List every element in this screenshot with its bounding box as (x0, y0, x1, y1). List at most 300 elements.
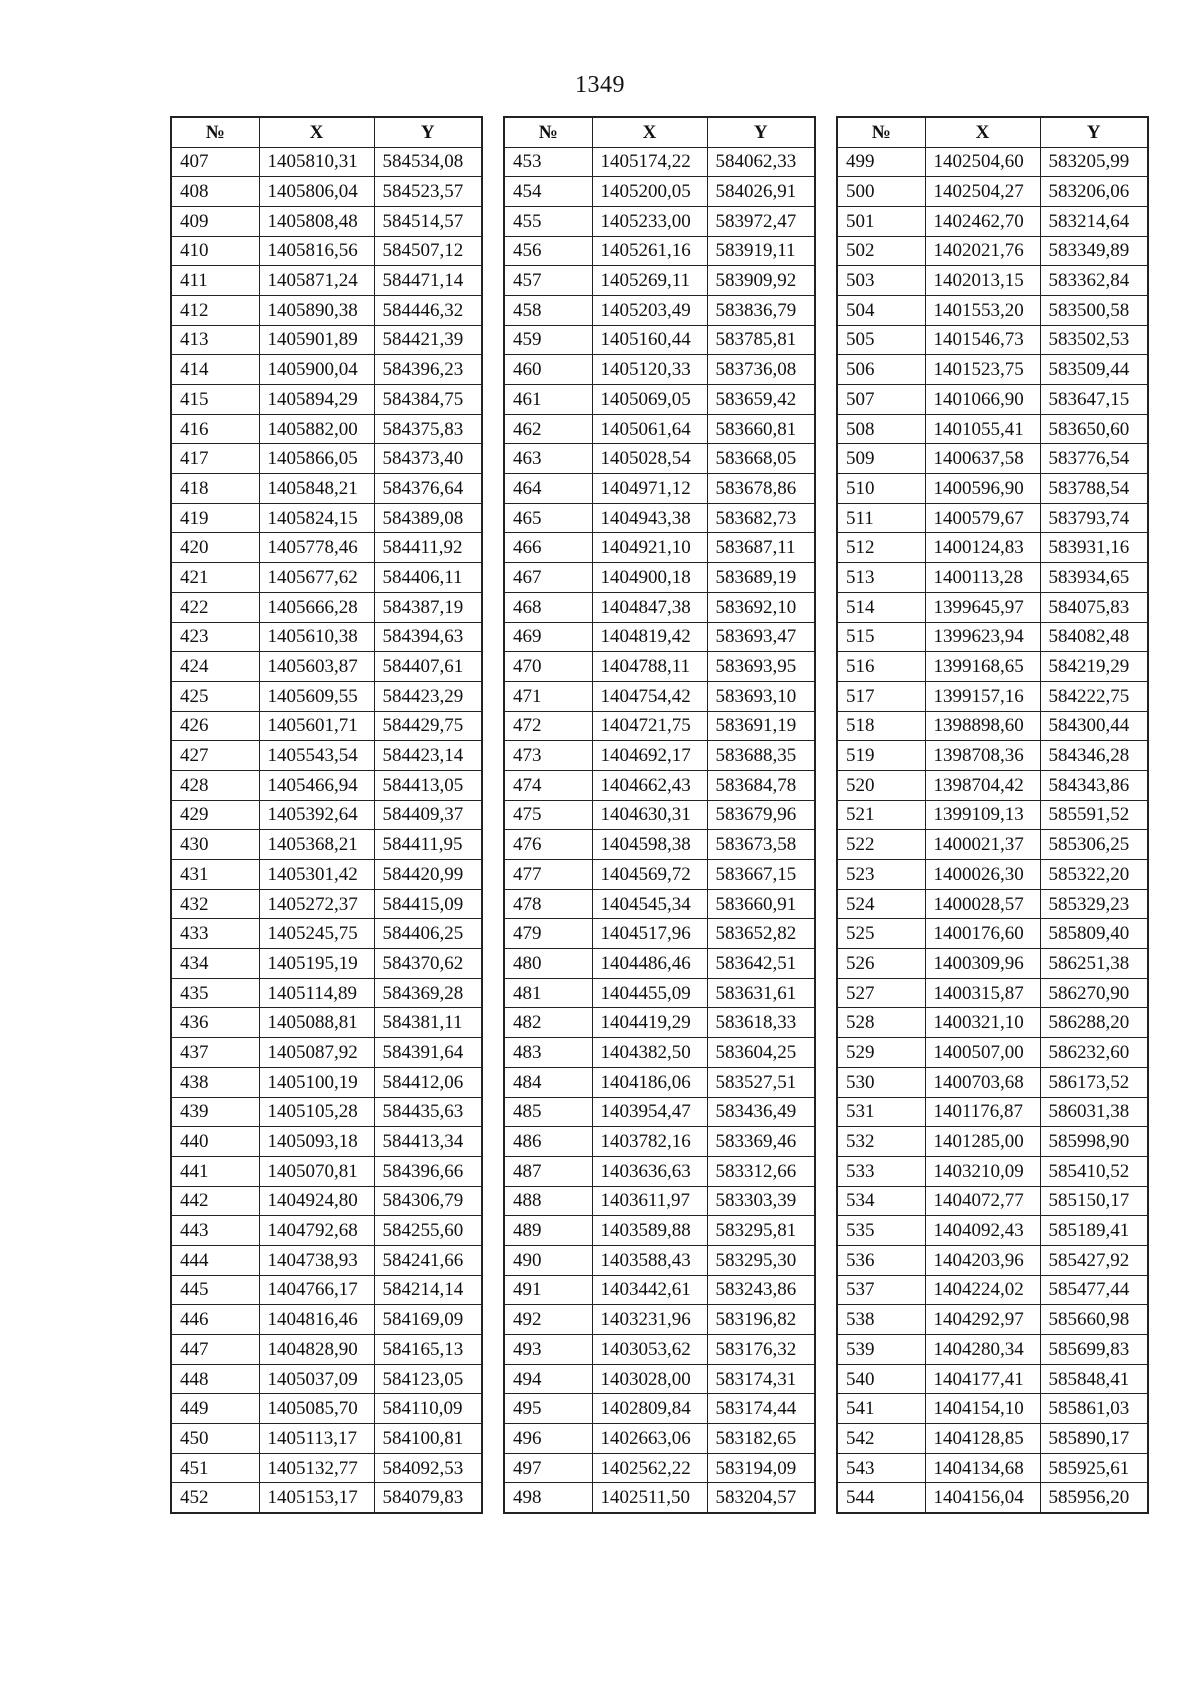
table-row (837, 1335, 1148, 1365)
point-number-cell: 445 (171, 1275, 259, 1305)
table-row (837, 177, 1148, 207)
x-coordinate-cell: 1401523,75 (925, 355, 1040, 385)
y-coordinate-cell: 585809,40 (1040, 919, 1148, 949)
point-number-cell: 462 (504, 414, 592, 444)
table-row (504, 1245, 815, 1275)
x-coordinate-cell: 1401546,73 (925, 325, 1040, 355)
x-coordinate-cell: 1405132,77 (259, 1453, 374, 1483)
y-coordinate-cell: 584534,08 (374, 147, 482, 177)
table-row (504, 355, 815, 385)
point-number-cell: 425 (171, 681, 259, 711)
table-row (171, 1335, 482, 1365)
x-coordinate-cell: 1400176,60 (925, 919, 1040, 949)
x-coordinate-cell: 1400026,30 (925, 860, 1040, 890)
point-number-cell: 483 (504, 1038, 592, 1068)
table-row (504, 949, 815, 979)
y-coordinate-cell: 585591,52 (1040, 800, 1148, 830)
y-coordinate-cell: 583693,95 (707, 652, 815, 682)
point-number-cell: 514 (837, 592, 925, 622)
x-coordinate-cell: 1405085,70 (259, 1394, 374, 1424)
y-coordinate-cell: 584471,14 (374, 266, 482, 296)
point-number-cell: 469 (504, 622, 592, 652)
y-coordinate-cell: 583682,73 (707, 503, 815, 533)
y-coordinate-cell: 583691,19 (707, 711, 815, 741)
table-row (171, 741, 482, 771)
x-coordinate-cell: 1399168,65 (925, 652, 1040, 682)
table-row (837, 741, 1148, 771)
point-number-cell: 527 (837, 978, 925, 1008)
x-coordinate-cell: 1405677,62 (259, 563, 374, 593)
column-header-number: № (837, 117, 925, 147)
table-row (837, 978, 1148, 1008)
y-coordinate-cell: 583295,81 (707, 1216, 815, 1246)
table-row (171, 1305, 482, 1335)
point-number-cell: 490 (504, 1245, 592, 1275)
x-coordinate-cell: 1404900,18 (592, 563, 707, 593)
table-row (837, 860, 1148, 890)
x-coordinate-cell: 1404766,17 (259, 1275, 374, 1305)
point-number-cell: 427 (171, 741, 259, 771)
table-row (837, 1008, 1148, 1038)
table-row (171, 1364, 482, 1394)
point-number-cell: 486 (504, 1127, 592, 1157)
point-number-cell: 530 (837, 1067, 925, 1097)
table-row (171, 1097, 482, 1127)
y-coordinate-cell: 583931,16 (1040, 533, 1148, 563)
point-number-cell: 420 (171, 533, 259, 563)
table-row (171, 444, 482, 474)
point-number-cell: 507 (837, 385, 925, 415)
x-coordinate-cell: 1402504,27 (925, 177, 1040, 207)
y-coordinate-cell: 585848,41 (1040, 1364, 1148, 1394)
point-number-cell: 524 (837, 889, 925, 919)
point-number-cell: 441 (171, 1156, 259, 1186)
x-coordinate-cell: 1404292,97 (925, 1305, 1040, 1335)
coordinates-table-2 (503, 116, 816, 1514)
table-row (171, 1008, 482, 1038)
x-coordinate-cell: 1398708,36 (925, 741, 1040, 771)
x-coordinate-cell: 1402511,50 (592, 1483, 707, 1513)
y-coordinate-cell: 584407,61 (374, 652, 482, 682)
x-coordinate-cell: 1404819,42 (592, 622, 707, 652)
x-coordinate-cell: 1399623,94 (925, 622, 1040, 652)
x-coordinate-cell: 1405601,71 (259, 711, 374, 741)
x-coordinate-cell: 1400596,90 (925, 474, 1040, 504)
table-row (504, 919, 815, 949)
table-row (837, 295, 1148, 325)
point-number-cell: 510 (837, 474, 925, 504)
y-coordinate-cell: 584394,63 (374, 622, 482, 652)
table-row (171, 385, 482, 415)
point-number-cell: 464 (504, 474, 592, 504)
point-number-cell: 439 (171, 1097, 259, 1127)
table-row (504, 147, 815, 177)
point-number-cell: 446 (171, 1305, 259, 1335)
point-number-cell: 412 (171, 295, 259, 325)
table-row (171, 1067, 482, 1097)
table-row (171, 889, 482, 919)
table-row (504, 1424, 815, 1454)
point-number-cell: 505 (837, 325, 925, 355)
point-number-cell: 459 (504, 325, 592, 355)
y-coordinate-cell: 583972,47 (707, 206, 815, 236)
point-number-cell: 499 (837, 147, 925, 177)
point-number-cell: 488 (504, 1186, 592, 1216)
point-number-cell: 511 (837, 503, 925, 533)
y-coordinate-cell: 584222,75 (1040, 681, 1148, 711)
y-coordinate-cell: 583618,33 (707, 1008, 815, 1038)
point-number-cell: 504 (837, 295, 925, 325)
y-coordinate-cell: 584411,92 (374, 533, 482, 563)
x-coordinate-cell: 1405368,21 (259, 830, 374, 860)
table-row (837, 444, 1148, 474)
point-number-cell: 506 (837, 355, 925, 385)
y-coordinate-cell: 585322,20 (1040, 860, 1148, 890)
point-number-cell: 525 (837, 919, 925, 949)
point-number-cell: 463 (504, 444, 592, 474)
point-number-cell: 471 (504, 681, 592, 711)
y-coordinate-cell: 583736,08 (707, 355, 815, 385)
x-coordinate-cell: 1400028,57 (925, 889, 1040, 919)
y-coordinate-cell: 584396,66 (374, 1156, 482, 1186)
table-header-row (837, 117, 1148, 147)
y-coordinate-cell: 583243,86 (707, 1275, 815, 1305)
x-coordinate-cell: 1405200,05 (592, 177, 707, 207)
y-coordinate-cell: 583196,82 (707, 1305, 815, 1335)
x-coordinate-cell: 1405061,64 (592, 414, 707, 444)
y-coordinate-cell: 584412,06 (374, 1067, 482, 1097)
table-row (504, 741, 815, 771)
page-number: 1349 (575, 72, 625, 98)
point-number-cell: 538 (837, 1305, 925, 1335)
table-row (837, 1453, 1148, 1483)
point-number-cell: 457 (504, 266, 592, 296)
y-coordinate-cell: 583436,49 (707, 1097, 815, 1127)
x-coordinate-cell: 1403782,16 (592, 1127, 707, 1157)
point-number-cell: 443 (171, 1216, 259, 1246)
y-coordinate-cell: 585660,98 (1040, 1305, 1148, 1335)
table-row (504, 177, 815, 207)
x-coordinate-cell: 1405245,75 (259, 919, 374, 949)
table-row (504, 1127, 815, 1157)
y-coordinate-cell: 584384,75 (374, 385, 482, 415)
point-number-cell: 413 (171, 325, 259, 355)
x-coordinate-cell: 1403028,00 (592, 1364, 707, 1394)
x-coordinate-cell: 1404134,68 (925, 1453, 1040, 1483)
table-row (837, 652, 1148, 682)
table-row (171, 681, 482, 711)
y-coordinate-cell: 584376,64 (374, 474, 482, 504)
x-coordinate-cell: 1405603,87 (259, 652, 374, 682)
table-row (504, 711, 815, 741)
column-header-y: Y (1040, 117, 1148, 147)
x-coordinate-cell: 1402021,76 (925, 236, 1040, 266)
y-coordinate-cell: 584420,99 (374, 860, 482, 890)
x-coordinate-cell: 1405848,21 (259, 474, 374, 504)
point-number-cell: 432 (171, 889, 259, 919)
point-number-cell: 533 (837, 1156, 925, 1186)
point-number-cell: 515 (837, 622, 925, 652)
x-coordinate-cell: 1405087,92 (259, 1038, 374, 1068)
column-header-number: № (504, 117, 592, 147)
x-coordinate-cell: 1405203,49 (592, 295, 707, 325)
table-row (504, 622, 815, 652)
y-coordinate-cell: 583785,81 (707, 325, 815, 355)
y-coordinate-cell: 583206,06 (1040, 177, 1148, 207)
x-coordinate-cell: 1405810,31 (259, 147, 374, 177)
y-coordinate-cell: 584413,05 (374, 770, 482, 800)
table-row (171, 206, 482, 236)
table-row (504, 1305, 815, 1335)
y-coordinate-cell: 583673,58 (707, 830, 815, 860)
y-coordinate-cell: 583174,44 (707, 1394, 815, 1424)
x-coordinate-cell: 1404738,93 (259, 1245, 374, 1275)
x-coordinate-cell: 1404177,41 (925, 1364, 1040, 1394)
y-coordinate-cell: 584523,57 (374, 177, 482, 207)
table-row (171, 563, 482, 593)
table-row (837, 1245, 1148, 1275)
y-coordinate-cell: 583604,25 (707, 1038, 815, 1068)
point-number-cell: 434 (171, 949, 259, 979)
y-coordinate-cell: 585890,17 (1040, 1424, 1148, 1454)
x-coordinate-cell: 1399109,13 (925, 800, 1040, 830)
x-coordinate-cell: 1401066,90 (925, 385, 1040, 415)
x-coordinate-cell: 1398898,60 (925, 711, 1040, 741)
y-coordinate-cell: 584421,39 (374, 325, 482, 355)
x-coordinate-cell: 1405543,54 (259, 741, 374, 771)
x-coordinate-cell: 1404517,96 (592, 919, 707, 949)
point-number-cell: 433 (171, 919, 259, 949)
table-row (504, 266, 815, 296)
x-coordinate-cell: 1405113,17 (259, 1424, 374, 1454)
point-number-cell: 536 (837, 1245, 925, 1275)
x-coordinate-cell: 1404943,38 (592, 503, 707, 533)
y-coordinate-cell: 583527,51 (707, 1067, 815, 1097)
x-coordinate-cell: 1400507,00 (925, 1038, 1040, 1068)
x-coordinate-cell: 1400021,37 (925, 830, 1040, 860)
y-coordinate-cell: 586232,60 (1040, 1038, 1148, 1068)
y-coordinate-cell: 583934,65 (1040, 563, 1148, 593)
x-coordinate-cell: 1404662,43 (592, 770, 707, 800)
y-coordinate-cell: 583647,15 (1040, 385, 1148, 415)
x-coordinate-cell: 1405100,19 (259, 1067, 374, 1097)
y-coordinate-cell: 585861,03 (1040, 1394, 1148, 1424)
y-coordinate-cell: 583650,60 (1040, 414, 1148, 444)
table-row (837, 711, 1148, 741)
table-row (504, 1186, 815, 1216)
table-row (504, 414, 815, 444)
point-number-cell: 437 (171, 1038, 259, 1068)
point-number-cell: 465 (504, 503, 592, 533)
point-number-cell: 476 (504, 830, 592, 860)
y-coordinate-cell: 584062,33 (707, 147, 815, 177)
y-coordinate-cell: 583182,65 (707, 1424, 815, 1454)
x-coordinate-cell: 1405174,22 (592, 147, 707, 177)
table-row (837, 236, 1148, 266)
y-coordinate-cell: 583642,51 (707, 949, 815, 979)
y-coordinate-cell: 583500,58 (1040, 295, 1148, 325)
point-number-cell: 451 (171, 1453, 259, 1483)
y-coordinate-cell: 583668,05 (707, 444, 815, 474)
x-coordinate-cell: 1400315,87 (925, 978, 1040, 1008)
point-number-cell: 461 (504, 385, 592, 415)
y-coordinate-cell: 583678,86 (707, 474, 815, 504)
x-coordinate-cell: 1403954,47 (592, 1097, 707, 1127)
table-row (837, 800, 1148, 830)
point-number-cell: 422 (171, 592, 259, 622)
table-row (504, 1067, 815, 1097)
table-row (504, 860, 815, 890)
table-row (504, 681, 815, 711)
table-row (837, 770, 1148, 800)
table-row (504, 474, 815, 504)
table-row (837, 266, 1148, 296)
table-row (171, 1245, 482, 1275)
y-coordinate-cell: 584346,28 (1040, 741, 1148, 771)
point-number-cell: 472 (504, 711, 592, 741)
point-number-cell: 454 (504, 177, 592, 207)
y-coordinate-cell: 584219,29 (1040, 652, 1148, 682)
y-coordinate-cell: 583684,78 (707, 770, 815, 800)
table-row (171, 592, 482, 622)
point-number-cell: 419 (171, 503, 259, 533)
x-coordinate-cell: 1399157,16 (925, 681, 1040, 711)
point-number-cell: 456 (504, 236, 592, 266)
y-coordinate-cell: 584507,12 (374, 236, 482, 266)
y-coordinate-cell: 583204,57 (707, 1483, 815, 1513)
column-header-number: № (171, 117, 259, 147)
y-coordinate-cell: 584406,25 (374, 919, 482, 949)
point-number-cell: 450 (171, 1424, 259, 1454)
x-coordinate-cell: 1404224,02 (925, 1275, 1040, 1305)
table-row (837, 1424, 1148, 1454)
y-coordinate-cell: 583679,96 (707, 800, 815, 830)
y-coordinate-cell: 583369,46 (707, 1127, 815, 1157)
x-coordinate-cell: 1402809,84 (592, 1394, 707, 1424)
y-coordinate-cell: 583303,39 (707, 1186, 815, 1216)
table-row (837, 414, 1148, 444)
table-row (504, 385, 815, 415)
coordinates-table-3 (836, 116, 1149, 1514)
x-coordinate-cell: 1405901,89 (259, 325, 374, 355)
y-coordinate-cell: 584343,86 (1040, 770, 1148, 800)
y-coordinate-cell: 585150,17 (1040, 1186, 1148, 1216)
y-coordinate-cell: 585427,92 (1040, 1245, 1148, 1275)
x-coordinate-cell: 1404455,09 (592, 978, 707, 1008)
point-number-cell: 503 (837, 266, 925, 296)
y-coordinate-cell: 585998,90 (1040, 1127, 1148, 1157)
table-row (837, 919, 1148, 949)
table-row (171, 177, 482, 207)
column-header-y: Y (707, 117, 815, 147)
x-coordinate-cell: 1403589,88 (592, 1216, 707, 1246)
x-coordinate-cell: 1404921,10 (592, 533, 707, 563)
y-coordinate-cell: 583312,66 (707, 1156, 815, 1186)
x-coordinate-cell: 1405028,54 (592, 444, 707, 474)
table-row (504, 1483, 815, 1513)
table-row (171, 1156, 482, 1186)
x-coordinate-cell: 1400703,68 (925, 1067, 1040, 1097)
table-row (837, 474, 1148, 504)
x-coordinate-cell: 1404186,06 (592, 1067, 707, 1097)
point-number-cell: 535 (837, 1216, 925, 1246)
point-number-cell: 484 (504, 1067, 592, 1097)
point-number-cell: 429 (171, 800, 259, 830)
table-header-row (504, 117, 815, 147)
y-coordinate-cell: 583205,99 (1040, 147, 1148, 177)
x-coordinate-cell: 1404754,42 (592, 681, 707, 711)
point-number-cell: 473 (504, 741, 592, 771)
x-coordinate-cell: 1404545,34 (592, 889, 707, 919)
point-number-cell: 477 (504, 860, 592, 890)
y-coordinate-cell: 583788,54 (1040, 474, 1148, 504)
table-row (504, 889, 815, 919)
table-row (504, 1453, 815, 1483)
table-row (837, 889, 1148, 919)
x-coordinate-cell: 1405160,44 (592, 325, 707, 355)
x-coordinate-cell: 1404203,96 (925, 1245, 1040, 1275)
table-row (504, 1097, 815, 1127)
x-coordinate-cell: 1405871,24 (259, 266, 374, 296)
y-coordinate-cell: 584255,60 (374, 1216, 482, 1246)
x-coordinate-cell: 1403053,62 (592, 1335, 707, 1365)
y-coordinate-cell: 583652,82 (707, 919, 815, 949)
point-number-cell: 468 (504, 592, 592, 622)
x-coordinate-cell: 1405114,89 (259, 978, 374, 1008)
point-number-cell: 542 (837, 1424, 925, 1454)
table-row (504, 295, 815, 325)
y-coordinate-cell: 584387,19 (374, 592, 482, 622)
point-number-cell: 411 (171, 266, 259, 296)
table-row (837, 830, 1148, 860)
table-row (171, 1424, 482, 1454)
point-number-cell: 501 (837, 206, 925, 236)
x-coordinate-cell: 1404816,46 (259, 1305, 374, 1335)
table-row (171, 830, 482, 860)
point-number-cell: 494 (504, 1364, 592, 1394)
y-coordinate-cell: 583509,44 (1040, 355, 1148, 385)
table-row (171, 949, 482, 979)
table-row (171, 295, 482, 325)
column-header-x: X (592, 117, 707, 147)
x-coordinate-cell: 1405816,56 (259, 236, 374, 266)
x-coordinate-cell: 1403588,43 (592, 1245, 707, 1275)
point-number-cell: 455 (504, 206, 592, 236)
x-coordinate-cell: 1404924,80 (259, 1186, 374, 1216)
x-coordinate-cell: 1405610,38 (259, 622, 374, 652)
point-number-cell: 495 (504, 1394, 592, 1424)
x-coordinate-cell: 1400124,83 (925, 533, 1040, 563)
x-coordinate-cell: 1405392,64 (259, 800, 374, 830)
point-number-cell: 489 (504, 1216, 592, 1246)
table-row (837, 1216, 1148, 1246)
table-row (837, 1038, 1148, 1068)
x-coordinate-cell: 1402504,60 (925, 147, 1040, 177)
x-coordinate-cell: 1404569,72 (592, 860, 707, 890)
point-number-cell: 521 (837, 800, 925, 830)
x-coordinate-cell: 1405261,16 (592, 236, 707, 266)
table-row (504, 444, 815, 474)
table-row (171, 1038, 482, 1068)
table-row (171, 770, 482, 800)
point-number-cell: 543 (837, 1453, 925, 1483)
x-coordinate-cell: 1404280,34 (925, 1335, 1040, 1365)
table-row (504, 800, 815, 830)
table-row (171, 860, 482, 890)
y-coordinate-cell: 584123,05 (374, 1364, 482, 1394)
point-number-cell: 407 (171, 147, 259, 177)
y-coordinate-cell: 584092,53 (374, 1453, 482, 1483)
